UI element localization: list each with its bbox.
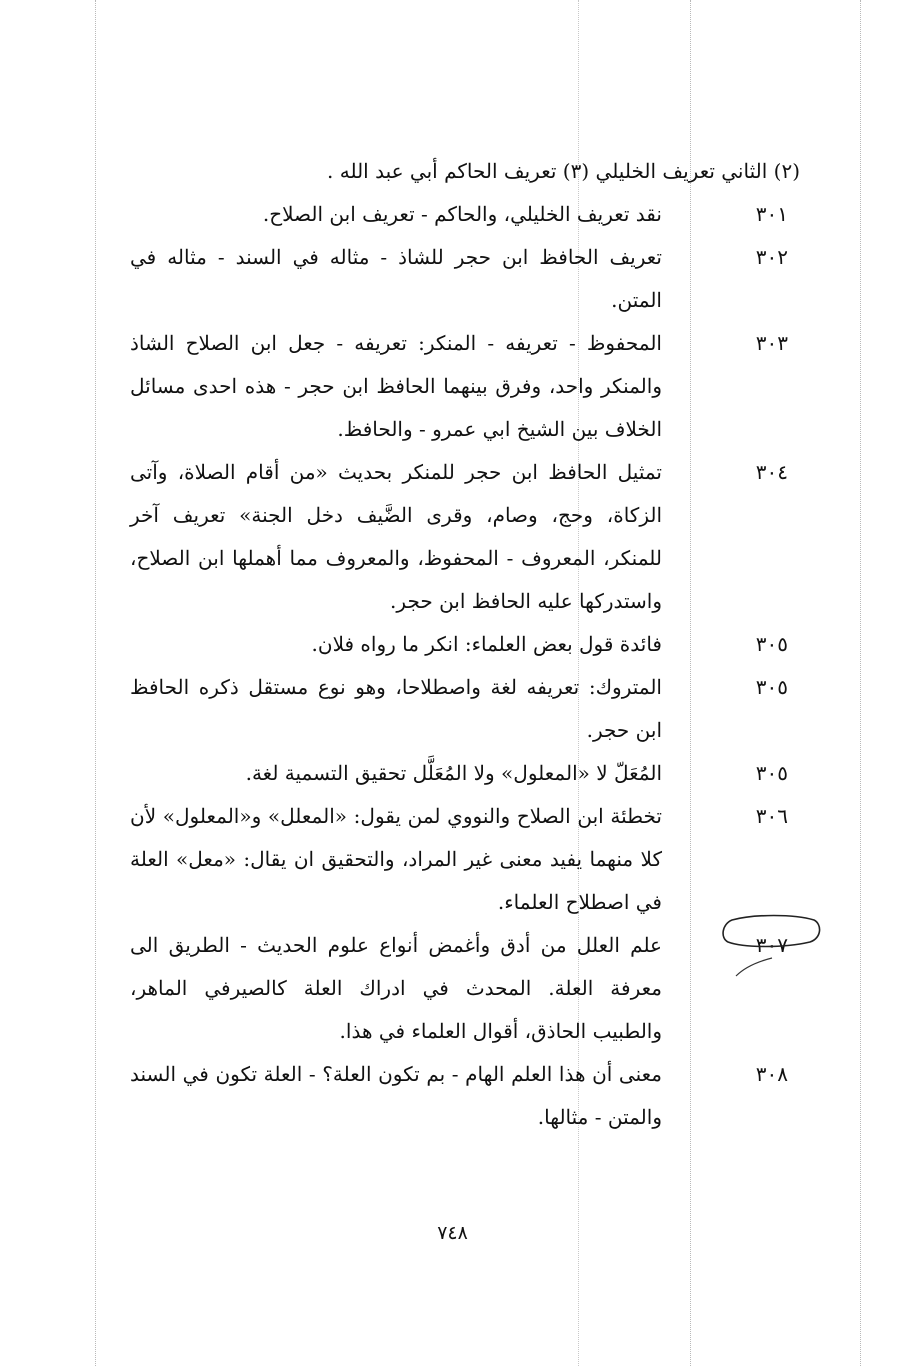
entry-page-number: ٣٠٥ xyxy=(755,632,788,656)
index-entry xyxy=(130,193,800,236)
entry-page-number: ٣٠٤ xyxy=(755,460,788,484)
entry-text: المُعَلّ لا «المعلول» ولا المُعَلَّل تحقيق التسمية لغة. xyxy=(245,761,662,785)
entry-text: المتروك: تعريفه لغة واصطلاحا، وهو نوع مستقل ذكره الحافظ ابن حجر. xyxy=(130,675,662,742)
entry-text: تعريف الحافظ ابن حجر للشاذ - مثاله في السند - مثاله في المتن. xyxy=(130,245,662,312)
index-entry xyxy=(130,451,800,623)
entry-page-number: ٣٠٥ xyxy=(755,675,788,699)
entry-text: تخطئة ابن الصلاح والنووي لمن يقول: «المعلل» و«المعلول» لأن كلا منهما يفيد معنى غير المراد، والتحقيق ان يقال: «معل» العلة في اصطلاح العلماء. xyxy=(130,804,662,914)
index-entry xyxy=(130,623,800,666)
entry-text: علم العلل من أدق وأغمض أنواع علوم الحديث - الطريق الى معرفة العلة. المحدث في ادراك العلة كالصيرفي الماهر، والطبيب الحاذق، أقوال العلماء في هذا. xyxy=(130,933,662,1043)
entry-page-number: ٣٠١ xyxy=(755,202,788,226)
page-number: ٧٤٨ xyxy=(437,1222,468,1244)
intro-paragraph: (٢) الثاني تعريف الخليلي (٣) تعريف الحاكم أبي عبد الله . xyxy=(327,159,800,183)
entry-page-number: ٣٠٦ xyxy=(755,804,788,828)
entry-page-number xyxy=(662,924,800,967)
index-entry xyxy=(130,1053,800,1139)
index-entry xyxy=(130,924,800,1053)
entry-text: المحفوظ - تعريفه - المنكر: تعريفه - جعل ابن الصلاح الشاذ والمنكر واحد، وفرق بينهما الحافظ ابن حجر - هذه احدى مسائل الخلاف بين الشيخ ابي عمرو - والحافظ. xyxy=(130,331,662,441)
entry-page-number: ٣٠٢ xyxy=(755,245,788,269)
entry-page-number-text: ٣٠٧ xyxy=(755,933,788,957)
index-content xyxy=(130,150,800,1139)
entry-text: معنى أن هذا العلم الهام - بم تكون العلة؟ - العلة تكون في السند والمتن - مثالها. xyxy=(130,1062,662,1129)
index-entry xyxy=(130,322,800,451)
entry-page-number: ٣٠٨ xyxy=(755,1062,788,1086)
scan-artifact-line xyxy=(95,0,96,1366)
index-entry xyxy=(130,666,800,752)
entry-page-number: ٣٠٣ xyxy=(755,331,788,355)
index-entry xyxy=(130,752,800,795)
entry-page-number: ٣٠٥ xyxy=(755,761,788,785)
entry-text: فائدة قول بعض العلماء: انكر ما رواه فلان. xyxy=(311,632,662,656)
index-entry xyxy=(130,795,800,924)
scan-artifact-line xyxy=(860,0,861,1366)
index-entry xyxy=(130,236,800,322)
entry-text: تمثيل الحافظ ابن حجر للمنكر بحديث «من أقام الصلاة، وآتى الزكاة، وحج، وصام، وقرى الضَّيف دخل الجنة» تعريف آخر للمنكر، المعروف - المحفوظ، والمعروف مما أهملها ابن الصلاح، واستدركها عليه الحافظ ابن حجر. xyxy=(130,460,662,613)
entry-text: نقد تعريف الخليلي، والحاكم - تعريف ابن الصلاح. xyxy=(262,202,662,226)
